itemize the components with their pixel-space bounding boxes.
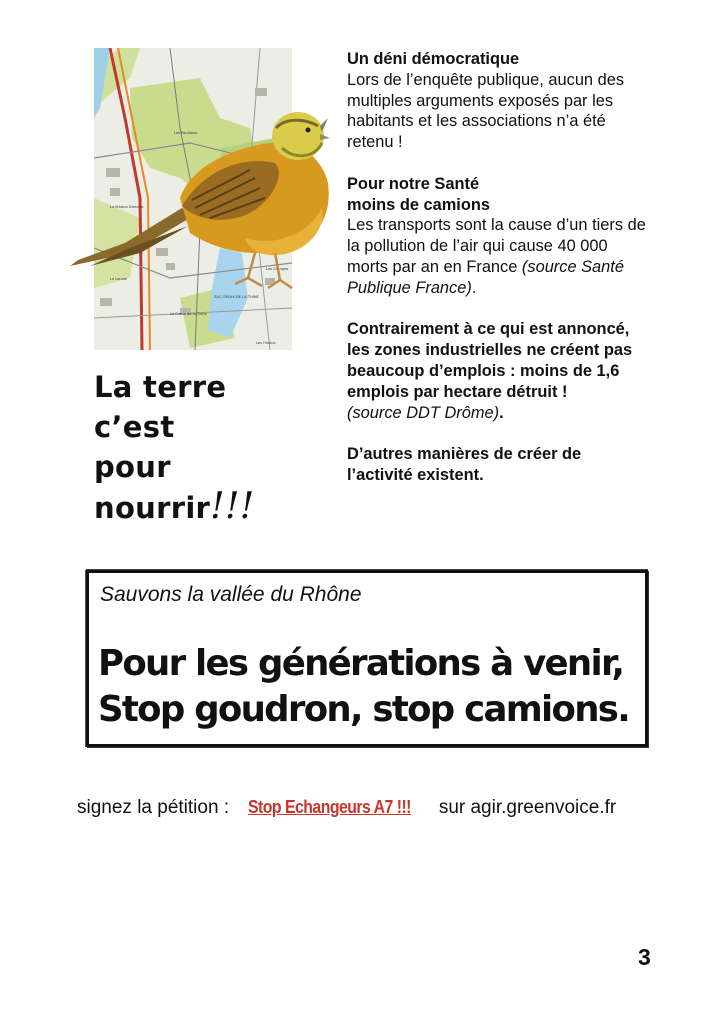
section-sante [347,174,647,299]
section-title: Pour notre Santé [347,174,480,193]
section-autres [347,444,647,486]
slogan-last-word: nourrir [94,491,211,525]
section-body: Les transports sont la cause d’un tiers de la pollution de l’air qui cause 40 000 morts par an en France [347,216,646,276]
section-title: Un déni démocratique [347,50,520,68]
slogan-exclamation: !!! [210,486,255,527]
slogan [94,367,314,528]
punctuation: . [499,403,504,422]
page-number: 3 [638,944,651,970]
section-body: D’autres manières de créer de l’activité existent. [347,445,582,484]
section-source: (source DDT Drôme) [347,403,500,422]
banner-box [86,570,648,747]
punctuation: . [471,278,477,297]
bird-map-illustration [70,48,330,350]
banner-subtitle: Sauvons la vallée du Rhône [100,583,362,606]
section-emplois [347,319,647,423]
petition-suffix: sur agir.greenvoice.fr [438,797,617,818]
banner-headline [98,641,646,733]
petition-line [77,797,677,819]
map-label: Le Creux de la Thine [170,312,207,316]
section-deni [347,49,647,153]
map-label: Le Louvel [110,277,128,281]
section-body: Lors de l’enquête publique, aucun des multiples arguments exposés par les habitants et les associations n’a été retenu ! [347,70,625,152]
slogan-line [94,487,314,528]
map-label: Les Granges [266,267,289,271]
section-source: (source Santé Publique France) [347,257,624,297]
petition-prefix: signez la pétition : [77,797,230,818]
slogan-line: pour [94,450,171,484]
map-label: Les Hivoux [256,341,276,345]
map-label: La Maison Blanche [110,205,144,209]
section-title: moins de camions [347,195,491,214]
map-label: ZAC CREUX DE LA THINE [214,295,259,299]
petition-link[interactable]: Stop Echangeurs A7 !!! [248,797,412,817]
argument-column [347,49,647,507]
map-label: Les Pouilloux [174,131,198,135]
headline-line: Stop goudron, stop camions. [98,689,629,730]
section-body: Contrairement à ce qui est annoncé, les zones industrielles ne créent pas beaucoup d’emplois : moins de 1,6 emplois par hectare détruit ! [347,320,633,401]
headline-line: Pour les générations à venir, [98,643,624,684]
slogan-line: c’est [94,410,175,444]
slogan-line: La terre [94,370,227,404]
